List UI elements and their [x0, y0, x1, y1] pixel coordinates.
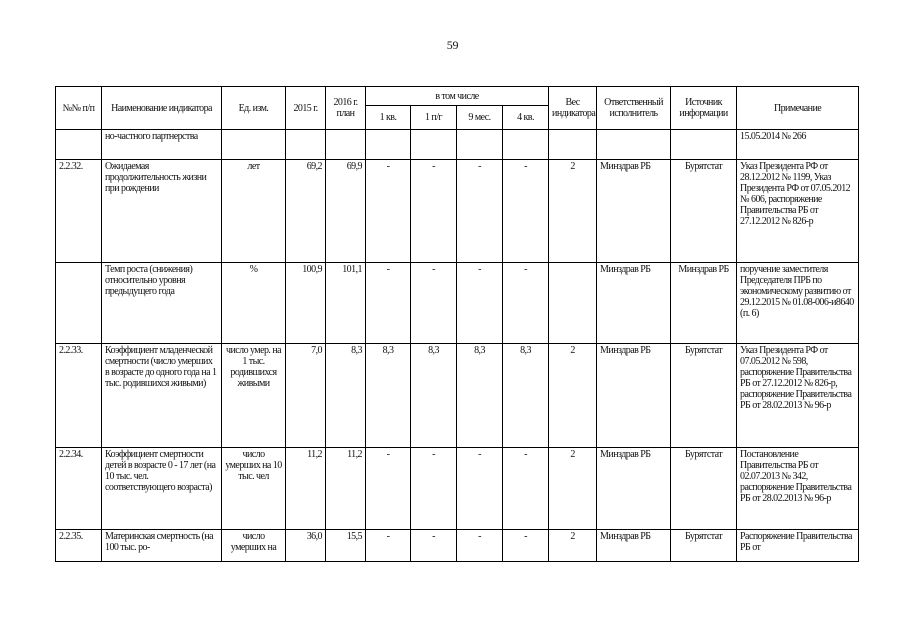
cell-num: 2.2.32. — [56, 160, 102, 263]
cell-source: Бурятстат — [671, 344, 737, 448]
table-row — [56, 530, 859, 562]
cell-responsible: Минздрав РБ — [597, 344, 671, 448]
cell-2015: 36,0 — [286, 530, 326, 562]
cell-source: Бурятстат — [671, 530, 737, 562]
table-body — [56, 130, 859, 562]
cell-unit — [222, 130, 286, 160]
cell-note: Постановление Правительства РБ от 02.07.2013 № 342, распоряжение Правительства РБ от 28.02.2013 № 96-р — [737, 448, 859, 530]
cell-q4: 8,3 — [503, 344, 549, 448]
header-weight: Вес индикатора — [549, 87, 597, 130]
cell-source: Бурятстат — [671, 160, 737, 263]
cell-name: Коэффициент смертности детей в возрасте 0 - 17 лет (на 10 тыс. чел. соответствующего возраста) — [102, 448, 222, 530]
cell-weight: 2 — [549, 344, 597, 448]
cell-q1 — [366, 130, 411, 160]
cell-q1: 8,3 — [366, 344, 411, 448]
header-2016-plan: 2016 г. план — [326, 87, 366, 130]
indicators-table — [55, 86, 859, 562]
cell-q4: - — [503, 263, 549, 344]
cell-name: Ожидаемая продолжительность жизни при рождении — [102, 160, 222, 263]
header-2015: 2015 г. — [286, 87, 326, 130]
cell-weight — [549, 130, 597, 160]
cell-q4: - — [503, 160, 549, 263]
table-row — [56, 344, 859, 448]
cell-2015: 69,2 — [286, 160, 326, 263]
cell-responsible: Минздрав РБ — [597, 530, 671, 562]
header-unit: Ед. изм. — [222, 87, 286, 130]
cell-h1: - — [411, 448, 457, 530]
cell-9m: - — [457, 263, 503, 344]
cell-responsible: Минздрав РБ — [597, 160, 671, 263]
cell-name: Материнская смертность (на 100 тыс. ро- — [102, 530, 222, 562]
cell-name: Темп роста (снижения) относительно уровня предыдущего года — [102, 263, 222, 344]
cell-num: 2.2.35. — [56, 530, 102, 562]
table-row — [56, 263, 859, 344]
cell-h1: - — [411, 263, 457, 344]
cell-9m — [457, 130, 503, 160]
cell-responsible: Минздрав РБ — [597, 263, 671, 344]
cell-source — [671, 130, 737, 160]
cell-unit: лет — [222, 160, 286, 263]
cell-num — [56, 263, 102, 344]
cell-2016: 15,5 — [326, 530, 366, 562]
cell-9m: - — [457, 530, 503, 562]
table-row — [56, 130, 859, 160]
cell-source: Бурятстат — [671, 448, 737, 530]
cell-responsible: Минздрав РБ — [597, 448, 671, 530]
cell-2015: 7,0 — [286, 344, 326, 448]
header-9m: 9 мес. — [457, 106, 503, 130]
cell-2015: 100,9 — [286, 263, 326, 344]
cell-note: Указ Президента РФ от 07.05.2012 № 598, распоряжение Правительства РБ от 27.12.2012 № 826-р, распоряжение Правительства РБ от 28.02.2013 № 96-р — [737, 344, 859, 448]
header-note: Примечание — [737, 87, 859, 130]
cell-note: Распоряжение Правительства РБ от — [737, 530, 859, 562]
cell-2016: 101,1 — [326, 263, 366, 344]
cell-2016: 69,9 — [326, 160, 366, 263]
cell-note: 15.05.2014 № 266 — [737, 130, 859, 160]
cell-2015 — [286, 130, 326, 160]
table-header — [56, 87, 859, 130]
cell-note: поручение заместителя Председателя ПРБ по экономическому развитию от 29.12.2015 № 01.08-006-и8640 (п. 6) — [737, 263, 859, 344]
cell-q4: - — [503, 530, 549, 562]
header-source: Источник информации — [671, 87, 737, 130]
cell-q1: - — [366, 448, 411, 530]
header-num: №№ п/п — [56, 87, 102, 130]
cell-q4: - — [503, 448, 549, 530]
cell-9m: - — [457, 160, 503, 263]
cell-9m: - — [457, 448, 503, 530]
cell-num: 2.2.34. — [56, 448, 102, 530]
cell-9m: 8,3 — [457, 344, 503, 448]
cell-h1: - — [411, 530, 457, 562]
cell-unit: число умерших на — [222, 530, 286, 562]
table-row — [56, 160, 859, 263]
cell-num — [56, 130, 102, 160]
cell-2015: 11,2 — [286, 448, 326, 530]
cell-source: Минздрав РБ — [671, 263, 737, 344]
cell-h1: 8,3 — [411, 344, 457, 448]
cell-num: 2.2.33. — [56, 344, 102, 448]
header-responsible: Ответственный исполнитель — [597, 87, 671, 130]
cell-q1: - — [366, 530, 411, 562]
cell-weight — [549, 263, 597, 344]
cell-2016: 11,2 — [326, 448, 366, 530]
cell-weight: 2 — [549, 160, 597, 263]
cell-h1: - — [411, 160, 457, 263]
header-q4: 4 кв. — [503, 106, 549, 130]
cell-responsible — [597, 130, 671, 160]
cell-2016 — [326, 130, 366, 160]
table-row — [56, 448, 859, 530]
cell-weight: 2 — [549, 530, 597, 562]
cell-h1 — [411, 130, 457, 160]
cell-note: Указ Президента РФ от 28.12.2012 № 1199, Указ Президента РФ от 07.05.2012 № 606, распоряжение Правительства РБ от 27.12.2012 № 826-р — [737, 160, 859, 263]
cell-weight: 2 — [549, 448, 597, 530]
header-h1: 1 п/г — [411, 106, 457, 130]
cell-name: Коэффициент младенческой смертности (число умерших в возрасте до одного года на 1 тыс. родившихся живыми) — [102, 344, 222, 448]
cell-q1: - — [366, 263, 411, 344]
cell-q4 — [503, 130, 549, 160]
cell-q1: - — [366, 160, 411, 263]
cell-2016: 8,3 — [326, 344, 366, 448]
cell-unit: число умерших на 10 тыс. чел — [222, 448, 286, 530]
cell-name: но-частного партнерства — [102, 130, 222, 160]
cell-unit: % — [222, 263, 286, 344]
cell-unit: число умер. на 1 тыс. родившихся живыми — [222, 344, 286, 448]
header-name: Наименование индикатора — [102, 87, 222, 130]
page-number: 59 — [446, 38, 459, 52]
header-including: в том числе — [366, 87, 549, 106]
header-q1: 1 кв. — [366, 106, 411, 130]
